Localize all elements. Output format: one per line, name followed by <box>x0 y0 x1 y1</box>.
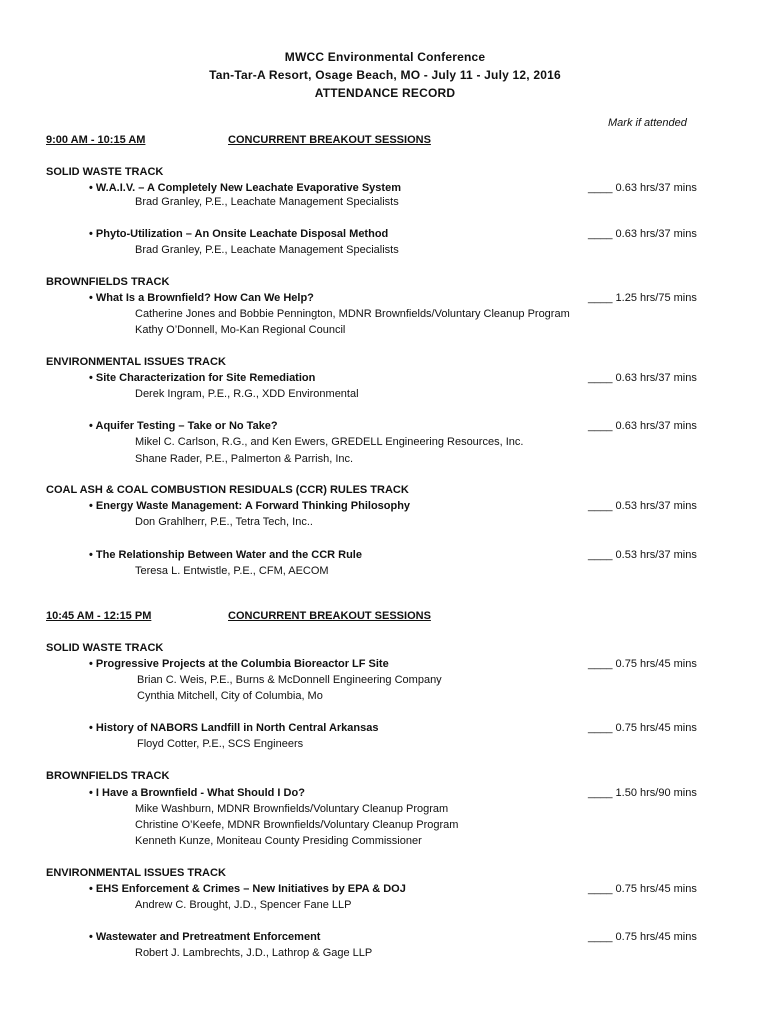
attendance-credit-blank[interactable]: ____ 0.75 hrs/45 mins <box>588 658 697 670</box>
talk-title: • Wastewater and Pretreatment Enforcement <box>89 931 321 943</box>
speaker-line: Robert J. Lambrechts, J.D., Lathrop & Gage LLP <box>135 947 373 959</box>
conference-title: MWCC Environmental Conference <box>284 50 486 64</box>
talk-title: • The Relationship Between Water and the CCR Rule <box>89 549 362 561</box>
speaker-line: Cynthia Mitchell, City of Columbia, Mo <box>137 690 323 702</box>
track-heading: COAL ASH & COAL COMBUSTION RESIDUALS (CCR) RULES TRACK <box>46 484 409 496</box>
attendance-credit-blank[interactable]: ____ 0.63 hrs/37 mins <box>588 228 697 240</box>
speaker-line: Andrew C. Brought, J.D., Spencer Fane LLP <box>135 899 352 911</box>
session-header <box>46 610 431 622</box>
talk-title: • I Have a Brownfield - What Should I Do? <box>89 787 305 799</box>
talk-title: • Site Characterization for Site Remediation <box>89 372 316 384</box>
speaker-line: Shane Rader, P.E., Palmerton & Parrish, Inc. <box>135 453 354 465</box>
session-time: 10:45 AM - 12:15 PM <box>46 610 152 622</box>
speaker-line: Don Grahlherr, P.E., Tetra Tech, Inc.. <box>135 516 313 528</box>
speaker-line: Brad Granley, P.E., Leachate Management Specialists <box>135 196 399 208</box>
talk-title: • History of NABORS Landfill in North Central Arkansas <box>89 722 379 734</box>
speaker-line: Brian C. Weis, P.E., Burns & McDonnell Engineering Company <box>137 674 442 686</box>
talk-title: • Energy Waste Management: A Forward Thinking Philosophy <box>89 500 411 512</box>
track-heading: BROWNFIELDS TRACK <box>46 276 170 288</box>
talk-title: • Phyto-Utilization – An Onsite Leachate Disposal Method <box>89 228 389 240</box>
attendance-credit-blank[interactable]: ____ 0.63 hrs/37 mins <box>588 372 697 384</box>
speaker-line: Mike Washburn, MDNR Brownfields/Voluntary Cleanup Program <box>135 803 449 815</box>
session-header <box>46 134 431 146</box>
track-heading: ENVIRONMENTAL ISSUES TRACK <box>46 356 226 368</box>
speaker-line: Mikel C. Carlson, R.G., and Ken Ewers, GREDELL Engineering Resources, Inc. <box>135 436 524 448</box>
speaker-line: Teresa L. Entwistle, P.E., CFM, AECOM <box>135 565 329 577</box>
attendance-credit-blank[interactable]: ____ 0.53 hrs/37 mins <box>588 500 697 512</box>
session-label: CONCURRENT BREAKOUT SESSIONS <box>228 610 431 622</box>
attendance-credit-blank[interactable]: ____ 1.25 hrs/75 mins <box>588 292 697 304</box>
talk-title: • W.A.I.V. – A Completely New Leachate Evaporative System <box>89 182 401 194</box>
attendance-credit-blank[interactable]: ____ 0.53 hrs/37 mins <box>588 549 697 561</box>
session-label: CONCURRENT BREAKOUT SESSIONS <box>228 134 431 146</box>
speaker-line: Floyd Cotter, P.E., SCS Engineers <box>137 738 304 750</box>
speaker-line: Derek Ingram, P.E., R.G., XDD Environmental <box>135 388 359 400</box>
speaker-line: Christine O’Keefe, MDNR Brownfields/Voluntary Cleanup Program <box>135 819 459 831</box>
talk-title: • Progressive Projects at the Columbia Bioreactor LF Site <box>89 658 389 670</box>
conference-location-dates: Tan-Tar-A Resort, Osage Beach, MO - July 11 - July 12, 2016 <box>209 68 561 82</box>
document-title: ATTENDANCE RECORD <box>314 86 456 100</box>
attendance-credit-blank[interactable]: ____ 0.75 hrs/45 mins <box>588 722 697 734</box>
attendance-credit-blank[interactable]: ____ 0.63 hrs/37 mins <box>588 182 697 194</box>
talk-title: • Aquifer Testing – Take or No Take? <box>89 420 278 432</box>
track-heading: SOLID WASTE TRACK <box>46 166 164 178</box>
attendance-credit-blank[interactable]: ____ 0.75 hrs/45 mins <box>588 883 697 895</box>
talk-title: • What Is a Brownfield? How Can We Help? <box>89 292 314 304</box>
talk-title: • EHS Enforcement & Crimes – New Initiatives by EPA & DOJ <box>89 883 406 895</box>
track-heading: BROWNFIELDS TRACK <box>46 770 170 782</box>
speaker-line: Kathy O’Donnell, Mo-Kan Regional Council <box>135 324 346 336</box>
speaker-line: Kenneth Kunze, Moniteau County Presiding Commissioner <box>135 835 422 847</box>
track-heading: SOLID WASTE TRACK <box>46 642 164 654</box>
mark-if-attended-label: Mark if attended <box>608 117 687 129</box>
attendance-credit-blank[interactable]: ____ 0.75 hrs/45 mins <box>588 931 697 943</box>
attendance-credit-blank[interactable]: ____ 0.63 hrs/37 mins <box>588 420 697 432</box>
attendance-credit-blank[interactable]: ____ 1.50 hrs/90 mins <box>588 787 697 799</box>
speaker-line: Catherine Jones and Bobbie Pennington, MDNR Brownfields/Voluntary Cleanup Program <box>135 308 570 320</box>
session-time: 9:00 AM - 10:15 AM <box>46 134 146 146</box>
speaker-line: Brad Granley, P.E., Leachate Management Specialists <box>135 244 399 256</box>
track-heading: ENVIRONMENTAL ISSUES TRACK <box>46 867 226 879</box>
